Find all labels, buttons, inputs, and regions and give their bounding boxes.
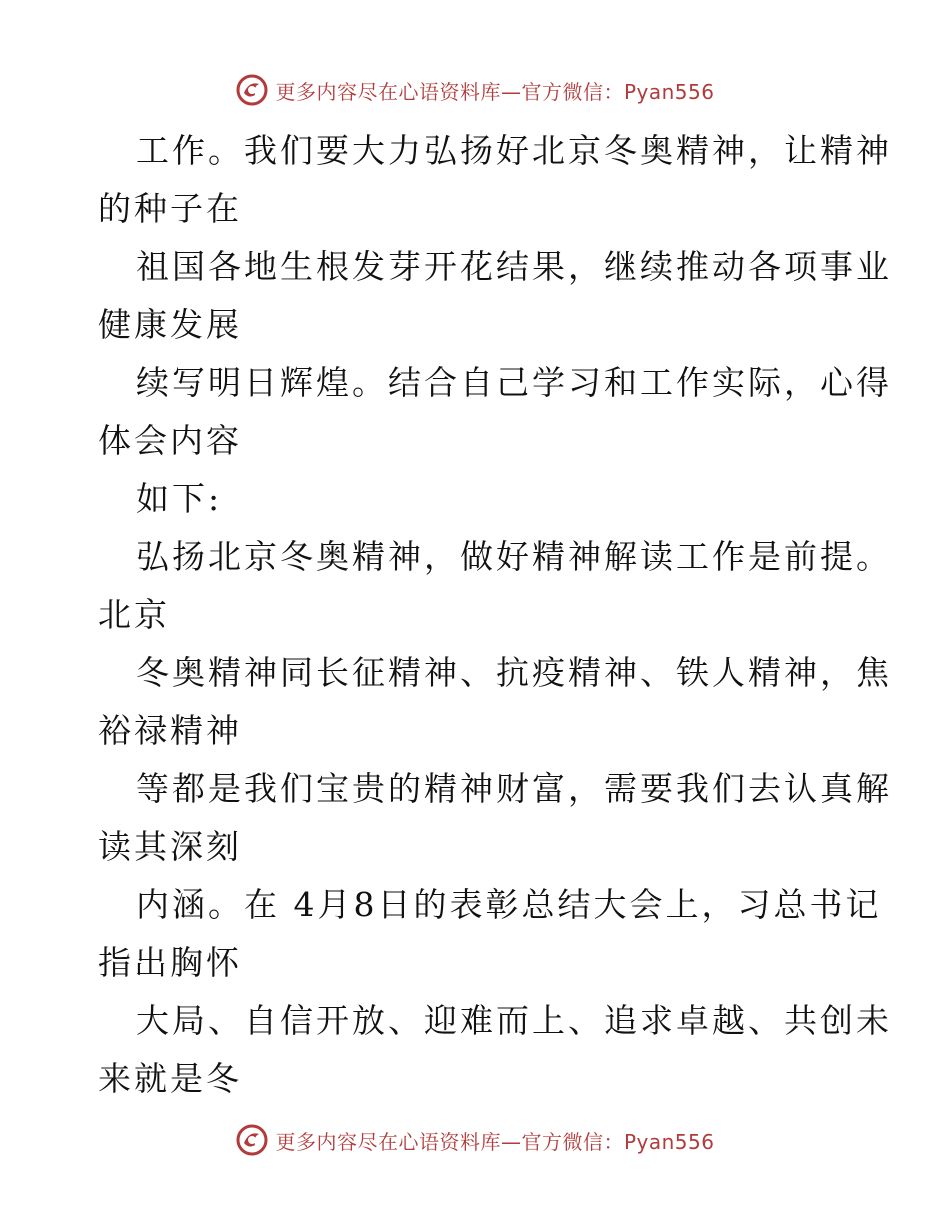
text-line: 内涵。在 4月8日的表彰总结大会上，习总书记 xyxy=(136,885,882,924)
paragraph xyxy=(98,528,892,644)
text-line: 指出胸怀 xyxy=(98,943,242,982)
paragraph xyxy=(98,644,892,760)
paragraph xyxy=(98,760,892,876)
text-line: 裕禄精神 xyxy=(98,711,242,750)
text-line: 工作。我们要大力弘扬好北京冬奥精神，让精神 xyxy=(136,131,892,170)
paragraph xyxy=(98,354,892,470)
header-banner-text: 更多内容尽在心语资料库—官方微信：Pyan556 xyxy=(275,79,715,104)
document-body xyxy=(98,122,892,1108)
paragraph xyxy=(98,238,892,354)
paragraph xyxy=(98,992,892,1108)
text-line: 健康发展 xyxy=(98,305,242,344)
text-line: 来就是冬 xyxy=(98,1059,242,1098)
text-line: 体会内容 xyxy=(98,421,242,460)
footer-banner-text: 更多内容尽在心语资料库—官方微信：Pyan556 xyxy=(275,1129,715,1154)
text-line: 北京 xyxy=(98,595,170,634)
footer-banner xyxy=(0,1120,950,1160)
paragraph xyxy=(98,470,858,528)
text-line: 等都是我们宝贵的精神财富，需要我们去认真解 xyxy=(136,769,892,808)
header-banner xyxy=(0,70,950,110)
text-line: 弘扬北京冬奥精神，做好精神解读工作是前提。 xyxy=(136,537,892,576)
text-line: 的种子在 xyxy=(98,189,242,228)
paragraph xyxy=(98,122,892,238)
text-line: 如下: xyxy=(136,479,223,518)
text-line: 祖国各地生根发芽开花结果，继续推动各项事业 xyxy=(136,247,892,286)
swirl-logo-icon xyxy=(235,73,269,107)
text-line: 大局、自信开放、迎难而上、追求卓越、共创未 xyxy=(136,1001,892,1040)
swirl-logo-icon xyxy=(235,1123,269,1157)
text-line: 读其深刻 xyxy=(98,827,242,866)
paragraph xyxy=(98,876,882,992)
text-line: 续写明日辉煌。结合自己学习和工作实际，心得 xyxy=(136,363,892,402)
text-line: 冬奥精神同长征精神、抗疫精神、铁人精神，焦 xyxy=(136,653,892,692)
